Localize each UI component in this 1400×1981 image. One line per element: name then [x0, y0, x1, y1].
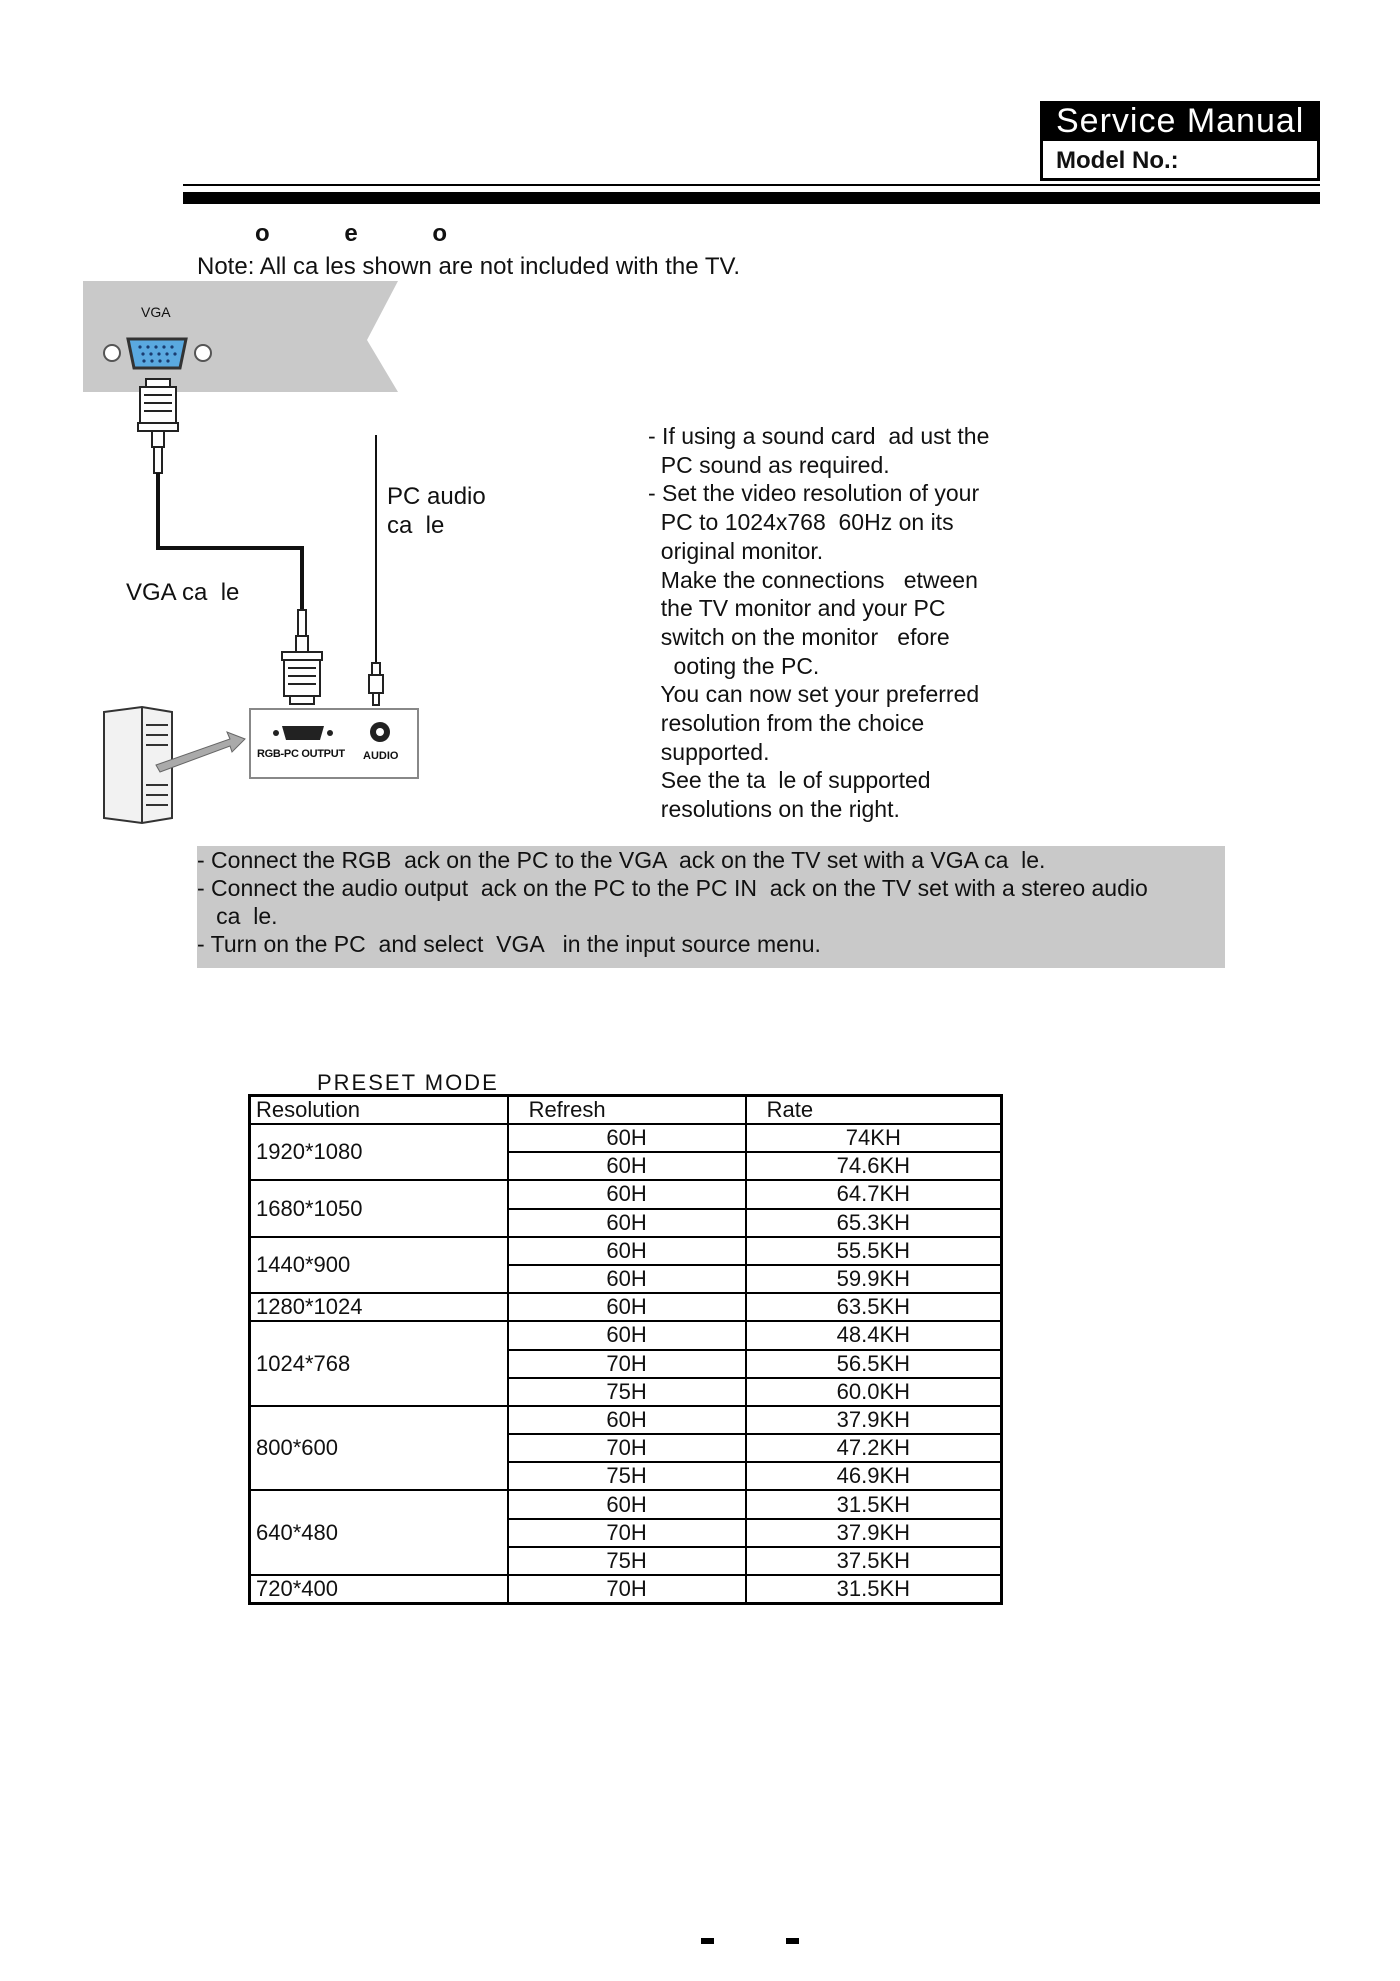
resolution-cell: 1680*1050 — [250, 1180, 508, 1236]
instruction-line: resolutions on the right. — [648, 796, 900, 823]
table-row — [250, 1237, 1002, 1265]
resolution-cell: 1920*1080 — [250, 1124, 508, 1180]
table-row — [250, 1293, 1002, 1321]
rate-cell: 31.5KH — [746, 1575, 1002, 1604]
table-header-row — [250, 1096, 1002, 1125]
rate-cell: 65.3KH — [746, 1209, 1002, 1237]
rate-cell: 37.5KH — [746, 1547, 1002, 1575]
resolution-cell: 800*600 — [250, 1406, 508, 1491]
refresh-cell: 60H — [508, 1293, 746, 1321]
manual-title: Service Manual — [1040, 101, 1320, 141]
refresh-cell: 75H — [508, 1378, 746, 1406]
rate-cell: 37.9KH — [746, 1519, 1002, 1547]
pc-audio-cable-label-line1: PC audio — [387, 483, 486, 510]
instruction-line: switch on the monitor efore — [648, 623, 950, 650]
vga-port-label: VGA — [141, 304, 171, 320]
vga-screw-right — [195, 345, 211, 361]
resolution-cell: 640*480 — [250, 1490, 508, 1575]
instruction-line: See the ta le of supported — [648, 767, 931, 794]
rate-cell: 59.9KH — [746, 1265, 1002, 1293]
table-row — [250, 1124, 1002, 1152]
instruction-line: the TV monitor and your PC — [648, 595, 946, 622]
rate-cell: 74.6KH — [746, 1152, 1002, 1180]
refresh-cell: 70H — [508, 1575, 746, 1604]
refresh-cell: 60H — [508, 1265, 746, 1293]
instruction-line: ooting the PC. — [648, 652, 820, 679]
instruction-line: PC sound as required. — [648, 451, 890, 478]
rate-cell: 60.0KH — [746, 1378, 1002, 1406]
connection-steps-box — [197, 846, 1225, 968]
preset-mode-table — [248, 1094, 1003, 1605]
connection-step: - Connect the audio output ack on the PC to the PC IN ack on the TV set with a stereo audio — [197, 875, 1148, 901]
refresh-cell: 60H — [508, 1124, 746, 1152]
pc-rear-panel — [250, 709, 418, 778]
resolution-cell: 1280*1024 — [250, 1293, 508, 1321]
instruction-line: PC to 1024x768 60Hz on its — [648, 509, 954, 536]
rate-cell: 46.9KH — [746, 1462, 1002, 1490]
table-row — [250, 1321, 1002, 1349]
table-row — [250, 1406, 1002, 1434]
instruction-line: original monitor. — [648, 537, 824, 564]
instruction-line: resolution from the choice — [648, 710, 925, 737]
vga-cable-label: VGA ca le — [126, 579, 240, 606]
rate-cell: 64.7KH — [746, 1180, 1002, 1208]
resolution-cell: 1024*768 — [250, 1321, 508, 1406]
vga-port-icon — [128, 339, 186, 368]
refresh-cell: 75H — [508, 1547, 746, 1575]
rate-cell: 31.5KH — [746, 1490, 1002, 1518]
header-rule-thick — [183, 192, 1320, 204]
instruction-line: - Set the video resolution of your — [648, 480, 980, 507]
refresh-cell: 60H — [508, 1209, 746, 1237]
refresh-cell: 70H — [508, 1519, 746, 1547]
refresh-cell: 75H — [508, 1462, 746, 1490]
tv-back-panel — [83, 281, 398, 392]
header-rate: Rate — [746, 1096, 1002, 1125]
connection-diagram — [80, 280, 520, 840]
connection-step: ca le. — [197, 903, 278, 929]
rate-cell: 55.5KH — [746, 1237, 1002, 1265]
table-caption: PRESET MODE — [317, 1070, 499, 1095]
audio-port-label: AUDIO — [363, 750, 399, 762]
header-refresh: Refresh — [508, 1096, 746, 1125]
rate-cell: 56.5KH — [746, 1350, 1002, 1378]
rate-cell: 47.2KH — [746, 1434, 1002, 1462]
refresh-cell: 60H — [508, 1152, 746, 1180]
vga-plug-top — [140, 387, 176, 423]
table-row — [250, 1490, 1002, 1518]
refresh-cell: 60H — [508, 1490, 746, 1518]
model-number-label: Model No.: — [1056, 147, 1179, 174]
header-resolution: Resolution — [250, 1096, 508, 1125]
table-row — [250, 1575, 1002, 1604]
refresh-cell: 60H — [508, 1237, 746, 1265]
resolution-cell: 720*400 — [250, 1575, 508, 1604]
connection-step: - Connect the RGB ack on the PC to the VGA ack on the TV set with a VGA ca le. — [197, 847, 1046, 873]
rate-cell: 63.5KH — [746, 1293, 1002, 1321]
instruction-line: supported. — [648, 738, 770, 765]
footer-dash-left — [701, 1938, 714, 1944]
cables-note: Note: All ca les shown are not included with the TV. — [197, 253, 740, 280]
pc-audio-cable-label-line2: ca le — [387, 512, 445, 539]
instruction-line: Make the connections etween — [648, 566, 978, 593]
section-title: o e o — [255, 220, 482, 247]
rate-cell: 74KH — [746, 1124, 1002, 1152]
rgb-pc-output-label: RGB-PC OUTPUT — [257, 748, 345, 760]
refresh-cell: 70H — [508, 1350, 746, 1378]
header-rule-thin — [183, 184, 1320, 186]
resolution-cell: 1440*900 — [250, 1237, 508, 1293]
connection-step: - Turn on the PC and select VGA in the input source menu. — [197, 931, 821, 957]
refresh-cell: 60H — [508, 1321, 746, 1349]
vga-screw-left — [104, 345, 120, 361]
vga-plug-bottom — [284, 660, 320, 696]
table-row — [250, 1180, 1002, 1208]
refresh-cell: 60H — [508, 1406, 746, 1434]
instruction-line: - If using a sound card ad ust the — [648, 423, 990, 449]
refresh-cell: 70H — [508, 1434, 746, 1462]
audio-plug — [369, 675, 383, 693]
rate-cell: 48.4KH — [746, 1321, 1002, 1349]
setup-instructions — [648, 422, 1068, 824]
instruction-line: You can now set your preferred — [648, 681, 980, 708]
footer-dash-right — [786, 1938, 799, 1944]
refresh-cell: 60H — [508, 1180, 746, 1208]
rate-cell: 37.9KH — [746, 1406, 1002, 1434]
rgb-pc-output-port — [282, 726, 324, 740]
